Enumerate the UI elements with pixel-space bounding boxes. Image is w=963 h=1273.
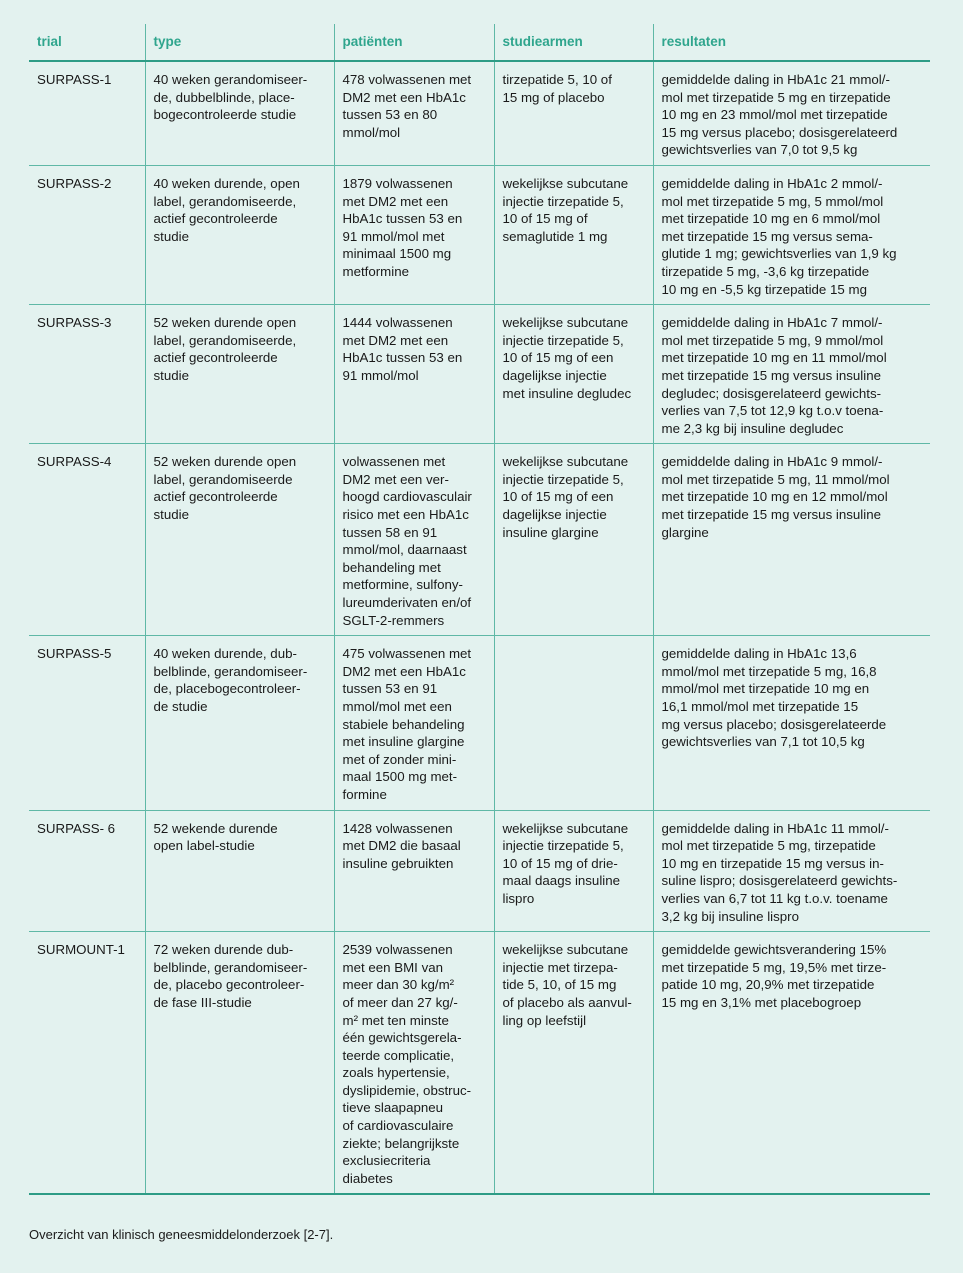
table-row — [29, 61, 930, 165]
cell-line: met insuline degludec — [502, 385, 632, 401]
cell-line: injectie tirzepatide 5, — [502, 838, 624, 854]
cell-resultaten — [653, 61, 930, 165]
cell-studiearmen — [494, 932, 653, 1195]
cell-patienten — [334, 636, 494, 810]
cell-line: degludec; dosisgerelateerd gewichts- — [661, 385, 882, 401]
cell-patienten — [334, 932, 494, 1195]
table-caption: Overzicht van klinisch geneesmiddelonderzoek [2-7]. — [29, 1227, 334, 1242]
cell-line: met een BMI van — [342, 959, 444, 975]
cell-line: SGLT-2-remmers — [342, 612, 445, 628]
cell-line: injectie met tirzepa- — [502, 959, 618, 975]
cell-line: label, gerandomiseerde, — [153, 193, 297, 209]
cell-line: gemiddelde daling in HbA1c 13,6 — [661, 646, 857, 662]
cell-trial: SURPASS- 6 — [29, 810, 145, 932]
cell-line: 91 mmol/mol — [342, 367, 419, 383]
trials-table-container — [29, 24, 930, 1195]
cell-line: 10 of 15 mg of een — [502, 489, 614, 505]
cell-line: label, gerandomiseerde, — [153, 332, 297, 348]
cell-patienten — [334, 61, 494, 165]
cell-studiearmen — [494, 810, 653, 932]
cell-line: injectie tirzepatide 5, — [502, 332, 624, 348]
cell-line: tide 5, 10, of 15 mg — [502, 977, 617, 993]
cell-line: met tirzepatide 10 mg en 12 mmol/mol — [661, 489, 888, 505]
cell-line: mol met tirzepatide 5 mg, 5 mmol/mol — [661, 193, 884, 209]
cell-line: 52 wekende durende — [153, 820, 278, 836]
cell-line: mmol/mol — [342, 124, 401, 140]
cell-line: patide 10 mg, 20,9% met tirzepatide — [661, 977, 875, 993]
cell-resultaten — [653, 636, 930, 810]
table-header-row — [29, 24, 930, 61]
cell-line: bogecontroleerde studie — [153, 107, 297, 123]
cell-line: verlies van 6,7 tot 11 kg t.o.v. toename — [661, 890, 888, 906]
cell-line: gemiddelde daling in HbA1c 7 mmol/- — [661, 315, 883, 331]
cell-line: mmol/mol met tirzepatide 10 mg en — [661, 681, 870, 697]
trials-table — [29, 24, 930, 1195]
cell-line: 52 weken durende open — [153, 315, 297, 331]
cell-line: 10 mg en tirzepatide 15 mg versus in- — [661, 855, 884, 871]
cell-line: metformine — [342, 263, 410, 279]
cell-trial: SURPASS-2 — [29, 165, 145, 304]
cell-line: hoogd cardiovasculair — [342, 489, 472, 505]
cell-line: 40 weken durende, open — [153, 175, 300, 191]
cell-line: de fase III-studie — [153, 994, 252, 1010]
cell-line: dyslipidemie, obstruc- — [342, 1082, 472, 1098]
cell-line: tirzepatide 5, 10 of — [502, 72, 612, 87]
cell-line: wekelijkse subcutane — [502, 820, 629, 836]
cell-line: 10 of 15 mg of een — [502, 350, 614, 366]
cell-line: of placebo als aanvul- — [502, 994, 632, 1010]
cell-line: studie — [153, 228, 189, 244]
cell-line: 10 of 15 mg of drie- — [502, 855, 618, 871]
table-row — [29, 810, 930, 932]
cell-line: met DM2 die basaal — [342, 838, 461, 854]
cell-resultaten — [653, 810, 930, 932]
cell-line: wekelijkse subcutane — [502, 942, 629, 958]
cell-resultaten — [653, 444, 930, 636]
cell-line: mol met tirzepatide 5 mg, 11 mmol/mol — [661, 471, 890, 487]
cell-line: met tirzepatide 15 mg versus sema- — [661, 228, 873, 244]
cell-line: exclusiecriteria — [342, 1153, 431, 1169]
cell-line: gewichtsverlies van 7,1 tot 10,5 kg — [661, 734, 865, 750]
cell-line: of cardiovasculaire — [342, 1118, 454, 1134]
cell-trial: SURPASS-3 — [29, 305, 145, 444]
cell-line: minimaal 1500 mg — [342, 246, 452, 262]
cell-trial: SURPASS-4 — [29, 444, 145, 636]
cell-line: me 2,3 kg bij insuline degludec — [661, 420, 844, 436]
cell-line: 478 volwassenen met — [342, 72, 472, 87]
cell-line: belblinde, gerandomiseer- — [153, 959, 308, 975]
cell-line: met tirzepatide 5 mg, 19,5% met tirze- — [661, 959, 887, 975]
cell-line: meer dan 30 kg/m² — [342, 977, 455, 993]
cell-line: DM2 met een HbA1c — [342, 663, 466, 679]
cell-line: DM2 met een ver- — [342, 471, 449, 487]
cell-line: 72 weken durende dub- — [153, 942, 294, 958]
cell-line: gemiddelde gewichtsverandering 15% — [661, 942, 887, 958]
cell-line: 16,1 mmol/mol met tirzepatide 15 — [661, 699, 859, 714]
header-type: type — [145, 24, 334, 61]
cell-line: tussen 53 en 80 — [342, 107, 438, 123]
cell-resultaten — [653, 305, 930, 444]
cell-trial: SURMOUNT-1 — [29, 932, 145, 1195]
cell-line: met tirzepatide 15 mg versus insuline — [661, 367, 882, 383]
cell-line: metformine, sulfony- — [342, 577, 463, 593]
cell-type — [145, 810, 334, 932]
cell-line: 3,2 kg bij insuline lispro — [661, 908, 799, 924]
cell-trial: SURPASS-5 — [29, 636, 145, 810]
cell-studiearmen — [494, 444, 653, 636]
cell-line: dagelijkse injectie — [502, 367, 607, 383]
cell-line: wekelijkse subcutane — [502, 454, 629, 470]
cell-line: 1428 volwassenen — [342, 820, 453, 836]
cell-line: mmol/mol met een — [342, 699, 452, 714]
cell-line: de, placebo gecontroleer- — [153, 977, 305, 993]
cell-line: HbA1c tussen 53 en — [342, 211, 463, 227]
cell-line: 10 of 15 mg of — [502, 211, 588, 227]
cell-line: gemiddelde daling in HbA1c 11 mmol/- — [661, 820, 889, 836]
cell-line: 10 mg en 23 mmol/mol met tirzepatide — [661, 107, 888, 123]
cell-line: met tirzepatide 15 mg versus insuline — [661, 507, 882, 523]
cell-line: teerde complicatie, — [342, 1047, 455, 1063]
cell-line: gemiddelde daling in HbA1c 21 mmol/- — [661, 72, 890, 87]
cell-patienten — [334, 810, 494, 932]
cell-type — [145, 444, 334, 636]
cell-line: insuline gebruikten — [342, 855, 454, 871]
cell-line: met DM2 met een — [342, 332, 449, 348]
table-body — [29, 61, 930, 1194]
cell-line: 40 weken durende, dub- — [153, 646, 297, 662]
cell-line: injectie tirzepatide 5, — [502, 193, 624, 209]
cell-studiearmen — [494, 165, 653, 304]
cell-line: semaglutide 1 mg — [502, 228, 608, 244]
cell-line: wekelijkse subcutane — [502, 175, 629, 191]
cell-type — [145, 61, 334, 165]
cell-line: glutide 1 mg; gewichtsverlies van 1,9 kg — [661, 246, 897, 262]
cell-line: behandeling met — [342, 559, 441, 575]
table-row — [29, 636, 930, 810]
cell-line: formine — [342, 786, 387, 802]
cell-line: maal 1500 mg met- — [342, 769, 458, 785]
cell-line: mol met tirzepatide 5 mg, 9 mmol/mol — [661, 332, 884, 348]
cell-line: tieve slaapapneu — [342, 1100, 444, 1116]
cell-line: mol met tirzepatide 5 mg, tirzepatide — [661, 838, 876, 854]
cell-line: injectie tirzepatide 5, — [502, 471, 624, 487]
cell-line: m² met ten minste — [342, 1012, 449, 1028]
cell-resultaten — [653, 165, 930, 304]
cell-line: met tirzepatide 10 mg en 11 mmol/mol — [661, 350, 887, 366]
cell-patienten — [334, 305, 494, 444]
cell-line: lureumderivaten en/of — [342, 595, 472, 611]
cell-line: 1444 volwassenen — [342, 315, 453, 331]
cell-line: gemiddelde daling in HbA1c 2 mmol/- — [661, 175, 883, 191]
cell-line: actief gecontroleerde — [153, 350, 278, 366]
cell-line: DM2 met een HbA1c — [342, 89, 466, 105]
cell-line: 15 mg en 3,1% met placebogroep — [661, 994, 862, 1010]
cell-line: HbA1c tussen 53 en — [342, 350, 463, 366]
table-row — [29, 444, 930, 636]
cell-line: lispro — [502, 890, 535, 906]
cell-line: 1879 volwassenen — [342, 175, 453, 191]
cell-line: gewichtsverlies van 7,0 tot 9,5 kg — [661, 142, 858, 158]
cell-line: verlies van 7,5 tot 12,9 kg t.o.v toena- — [661, 403, 884, 419]
cell-type — [145, 165, 334, 304]
cell-line: 52 weken durende open — [153, 454, 297, 470]
cell-line: met of zonder mini- — [342, 751, 457, 767]
header-trial: trial — [29, 24, 145, 61]
cell-line: met DM2 met een — [342, 193, 449, 209]
cell-studiearmen — [494, 636, 653, 810]
cell-line: wekelijkse subcutane — [502, 315, 629, 331]
cell-line: tussen 58 en 91 — [342, 524, 438, 540]
cell-line: 2539 volwassenen — [342, 942, 453, 958]
cell-line: studie — [153, 367, 189, 383]
cell-line: één gewichtsgerela- — [342, 1030, 462, 1046]
table-row — [29, 305, 930, 444]
header-resultaten: resultaten — [653, 24, 930, 61]
cell-line: gemiddelde daling in HbA1c 9 mmol/- — [661, 454, 883, 470]
table-row — [29, 932, 930, 1195]
cell-studiearmen — [494, 61, 653, 165]
cell-studiearmen — [494, 305, 653, 444]
cell-type — [145, 636, 334, 810]
cell-line: 91 mmol/mol met — [342, 228, 445, 244]
cell-line: suline lispro; dosisgerelateerd gewichts- — [661, 873, 898, 889]
cell-line: 15 mg of placebo — [502, 89, 605, 105]
cell-line: volwassenen met — [342, 454, 446, 470]
cell-line: 40 weken gerandomiseer- — [153, 72, 308, 87]
cell-line: de, placebogecontroleer- — [153, 681, 301, 697]
cell-line: maal daags insuline — [502, 873, 621, 889]
cell-line: glargine — [661, 524, 709, 540]
cell-type — [145, 305, 334, 444]
cell-line: insuline glargine — [502, 524, 599, 540]
cell-line: belblinde, gerandomiseer- — [153, 663, 308, 679]
cell-line: diabetes — [342, 1170, 393, 1186]
cell-line: studie — [153, 507, 189, 523]
cell-line: label, gerandomiseerde — [153, 471, 293, 487]
cell-line: actief gecontroleerde — [153, 489, 278, 505]
cell-line: tirzepatide 5 mg, -3,6 kg tirzepatide — [661, 263, 870, 279]
cell-line: met insuline glargine — [342, 734, 465, 750]
cell-line: stabiele behandeling — [342, 716, 465, 732]
cell-line: met tirzepatide 10 mg en 6 mmol/mol — [661, 211, 881, 227]
cell-line: mg versus placebo; dosisgerelateerde — [661, 716, 887, 732]
cell-line: zoals hypertensie, — [342, 1065, 450, 1081]
cell-line: tussen 53 en 91 — [342, 681, 438, 697]
cell-line: actief gecontroleerde — [153, 211, 278, 227]
cell-line: ling op leefstijl — [502, 1012, 587, 1028]
cell-trial: SURPASS-1 — [29, 61, 145, 165]
cell-line: mmol/mol, daarnaast — [342, 542, 467, 558]
cell-type — [145, 932, 334, 1195]
table-row — [29, 165, 930, 304]
cell-line: mol met tirzepatide 5 mg en tirzepatide — [661, 89, 891, 105]
cell-line: de, dubbelblinde, place- — [153, 89, 295, 105]
cell-line: ziekte; belangrijkste — [342, 1135, 460, 1151]
cell-line: de studie — [153, 699, 208, 714]
cell-line: of meer dan 27 kg/- — [342, 994, 458, 1010]
cell-line: 475 volwassenen met — [342, 646, 472, 662]
header-patienten: patiënten — [334, 24, 494, 61]
cell-patienten — [334, 165, 494, 304]
cell-patienten — [334, 444, 494, 636]
cell-line: 15 mg versus placebo; dosisgerelateerd — [661, 124, 898, 140]
cell-line: open label-studie — [153, 838, 255, 854]
cell-resultaten — [653, 932, 930, 1195]
cell-line: 10 mg en -5,5 kg tirzepatide 15 mg — [661, 281, 867, 297]
cell-line: dagelijkse injectie — [502, 507, 607, 523]
cell-line: mmol/mol met tirzepatide 5 mg, 16,8 — [661, 663, 877, 679]
header-studiearmen: studiearmen — [494, 24, 653, 61]
cell-line: risico met een HbA1c — [342, 507, 469, 523]
